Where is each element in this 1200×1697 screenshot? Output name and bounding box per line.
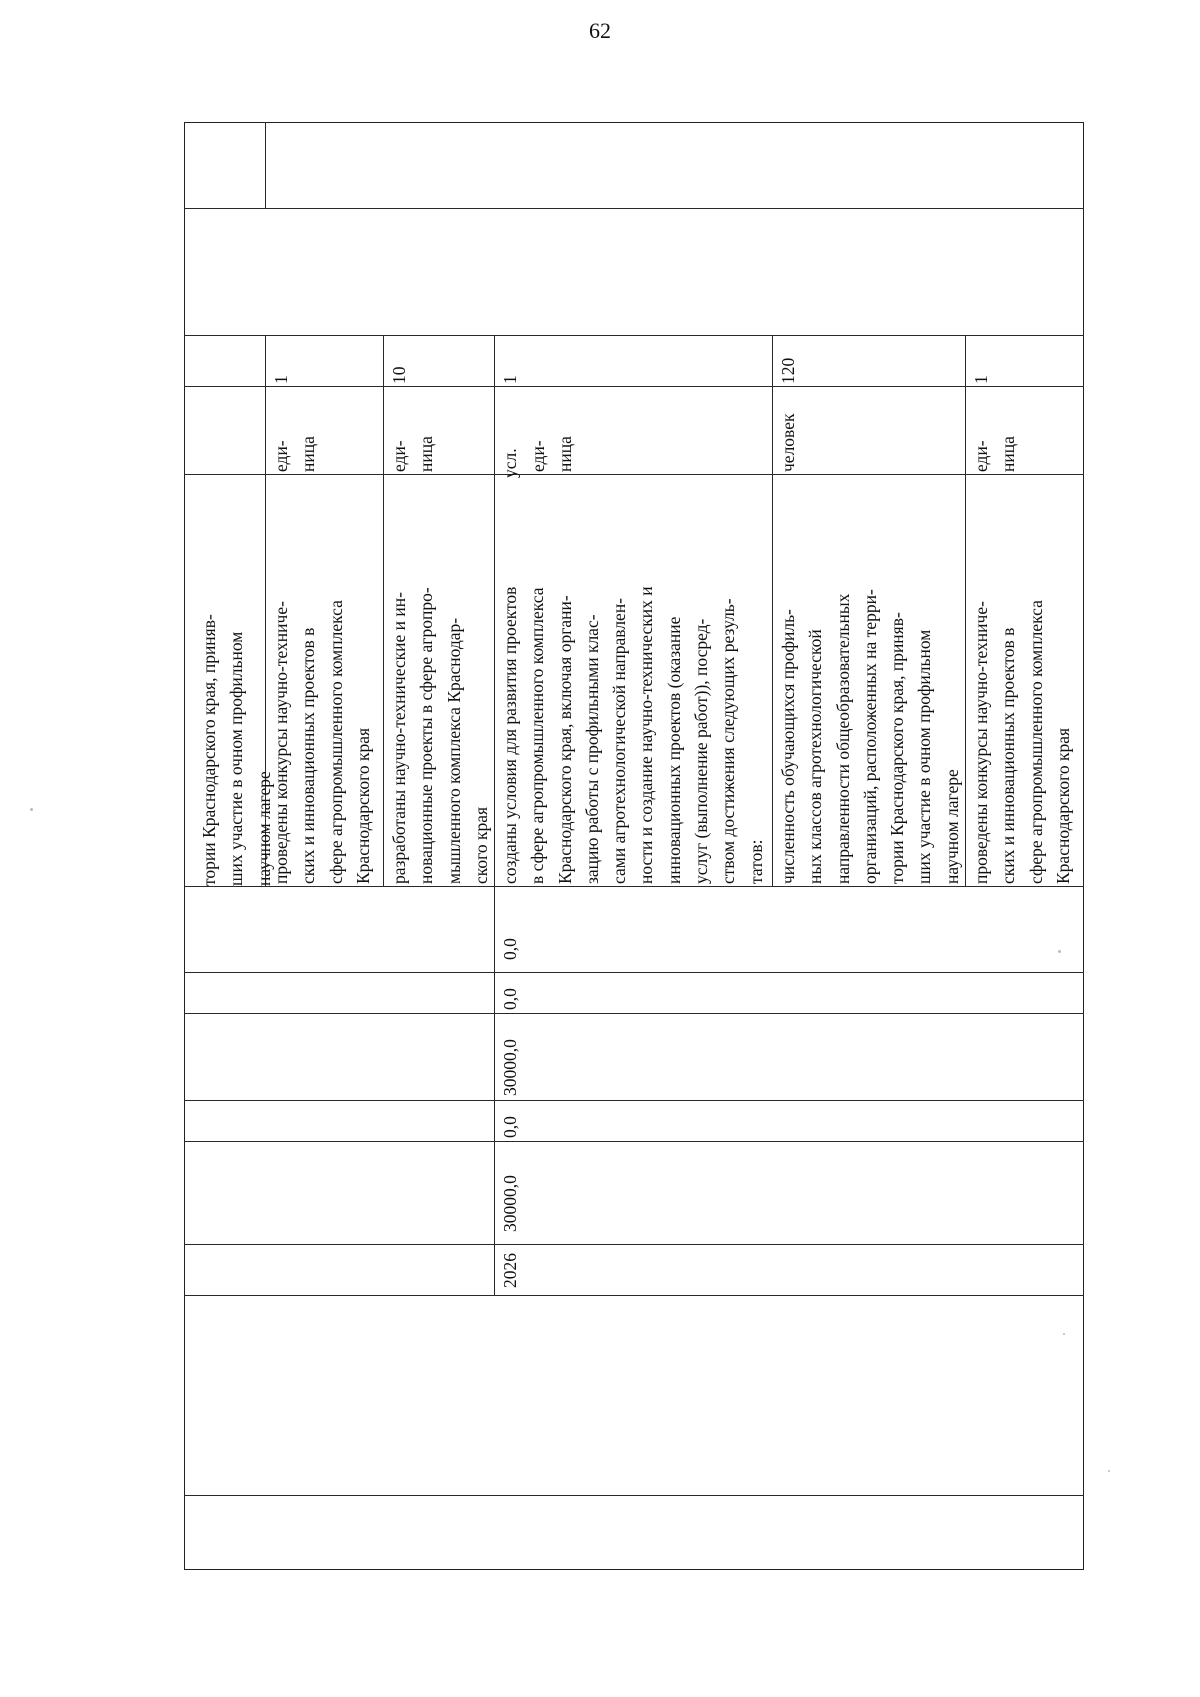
text-line: ских и инновационных проектов в <box>998 627 1019 884</box>
grid-line <box>184 1495 1084 1496</box>
text-line: научном лагере <box>941 769 962 884</box>
grid-line <box>184 1100 1084 1101</box>
text-line: проведены конкурсы научно-техниче- <box>271 601 291 884</box>
row-4-value: 1 <box>500 375 520 384</box>
row-3-description <box>386 587 495 884</box>
text-line: численность обучающихся профиль- <box>778 609 798 884</box>
text-line: сами агротехнологической направлен- <box>609 597 630 884</box>
text-line: ности и создание научно-технических и <box>636 586 657 884</box>
row-4-total: 30000,0 <box>500 1175 520 1232</box>
grid-line <box>184 386 1084 387</box>
scan-speck <box>1063 1333 1065 1335</box>
text-line: ница <box>998 436 1019 472</box>
row-4-description <box>497 586 770 884</box>
text-line: созданы условия для развития проектов <box>500 586 520 884</box>
text-line: новационные проекты в сфере агропро- <box>416 587 437 884</box>
text-line: Краснодарского края <box>352 727 373 884</box>
row-4-regional: 30000,0 <box>500 1039 520 1096</box>
grid-line <box>184 1013 1084 1014</box>
grid-line <box>184 1244 1084 1245</box>
text-line: ших участие в очном профильном <box>914 629 935 884</box>
text-line: научном лагере <box>253 771 274 886</box>
row-3-value: 10 <box>389 366 409 384</box>
grid-line <box>184 1295 1084 1296</box>
text-line: человек <box>778 413 798 472</box>
text-line: Краснодарского края <box>1052 727 1073 884</box>
row-5-unit <box>775 414 802 472</box>
row-4-unit <box>497 448 524 478</box>
text-line: разработаны научно-технические и ин- <box>389 592 409 884</box>
row-6-unit <box>968 436 1023 472</box>
grid-line <box>184 335 1084 336</box>
text-line: еди- <box>271 440 291 472</box>
text-line: сфере агропромышленного комплекса <box>1025 600 1046 884</box>
grid-line <box>184 208 1084 209</box>
row-4-local: 0,0 <box>500 988 520 1010</box>
row-4-federal: 0,0 <box>500 1116 520 1138</box>
row-5-value: 120 <box>778 357 798 384</box>
text-line: инновационных проектов (оказание <box>663 616 684 884</box>
text-line: ных классов агротехнологической <box>805 629 826 884</box>
text-line: татов: <box>745 839 766 884</box>
scan-speck <box>1058 950 1061 953</box>
grid-line <box>184 1141 1084 1142</box>
text-line: направленности общеобразовательных <box>832 593 853 884</box>
text-line: ших участие в очном профильном <box>226 631 247 886</box>
text-line: ница <box>298 436 319 472</box>
row-6-description <box>968 600 1077 884</box>
scan-speck <box>30 808 33 811</box>
row-2-value: 1 <box>271 375 291 384</box>
grid-line <box>184 972 1084 973</box>
text-line: ством достижения следующих резуль- <box>718 598 739 884</box>
text-line: тории Краснодарского края, приняв- <box>887 612 908 884</box>
grid-line <box>184 886 1084 887</box>
text-line: еди- <box>971 440 991 472</box>
row-2-unit <box>268 436 323 472</box>
text-line: проведены конкурсы научно-техниче- <box>971 601 991 884</box>
row-4-year: 2026 <box>500 1253 520 1288</box>
page-number: 62 <box>589 18 611 43</box>
row-5-description <box>775 589 966 884</box>
row-2-description <box>268 600 377 884</box>
scan-speck <box>1108 1470 1110 1472</box>
grid-line <box>184 474 1084 475</box>
text-line: зацию работы с профильными клас- <box>581 614 602 884</box>
row-4-unit <box>525 436 580 472</box>
text-line: в сфере агропромышленного комплекса <box>527 587 548 884</box>
text-line: ского края <box>470 806 491 884</box>
text-line: услуг (выполнение работ)), посред- <box>691 618 712 884</box>
row-1-description <box>196 614 278 886</box>
text-line: тории Краснодарского края, приняв- <box>199 614 219 886</box>
text-line: ница <box>555 436 576 472</box>
text-line: еди- <box>389 440 409 472</box>
text-line: Краснодарского края, включая органи- <box>554 595 575 884</box>
text-line: еди- <box>528 440 548 472</box>
text-line: мышленного комплекса Краснодар- <box>443 617 464 884</box>
row-6-value: 1 <box>971 375 991 384</box>
grid-line <box>383 335 384 886</box>
text-line: ских и инновационных проектов в <box>298 627 319 884</box>
row-4-other: 0,0 <box>500 938 520 960</box>
grid-line <box>772 335 773 886</box>
grid-line <box>265 122 266 208</box>
text-line: ница <box>416 436 437 472</box>
text-line: организаций, расположенных на терри- <box>859 589 880 884</box>
row-3-unit <box>386 436 441 472</box>
text-line: сфере агропромышленного комплекса <box>325 600 346 884</box>
text-line: усл. <box>500 448 520 478</box>
